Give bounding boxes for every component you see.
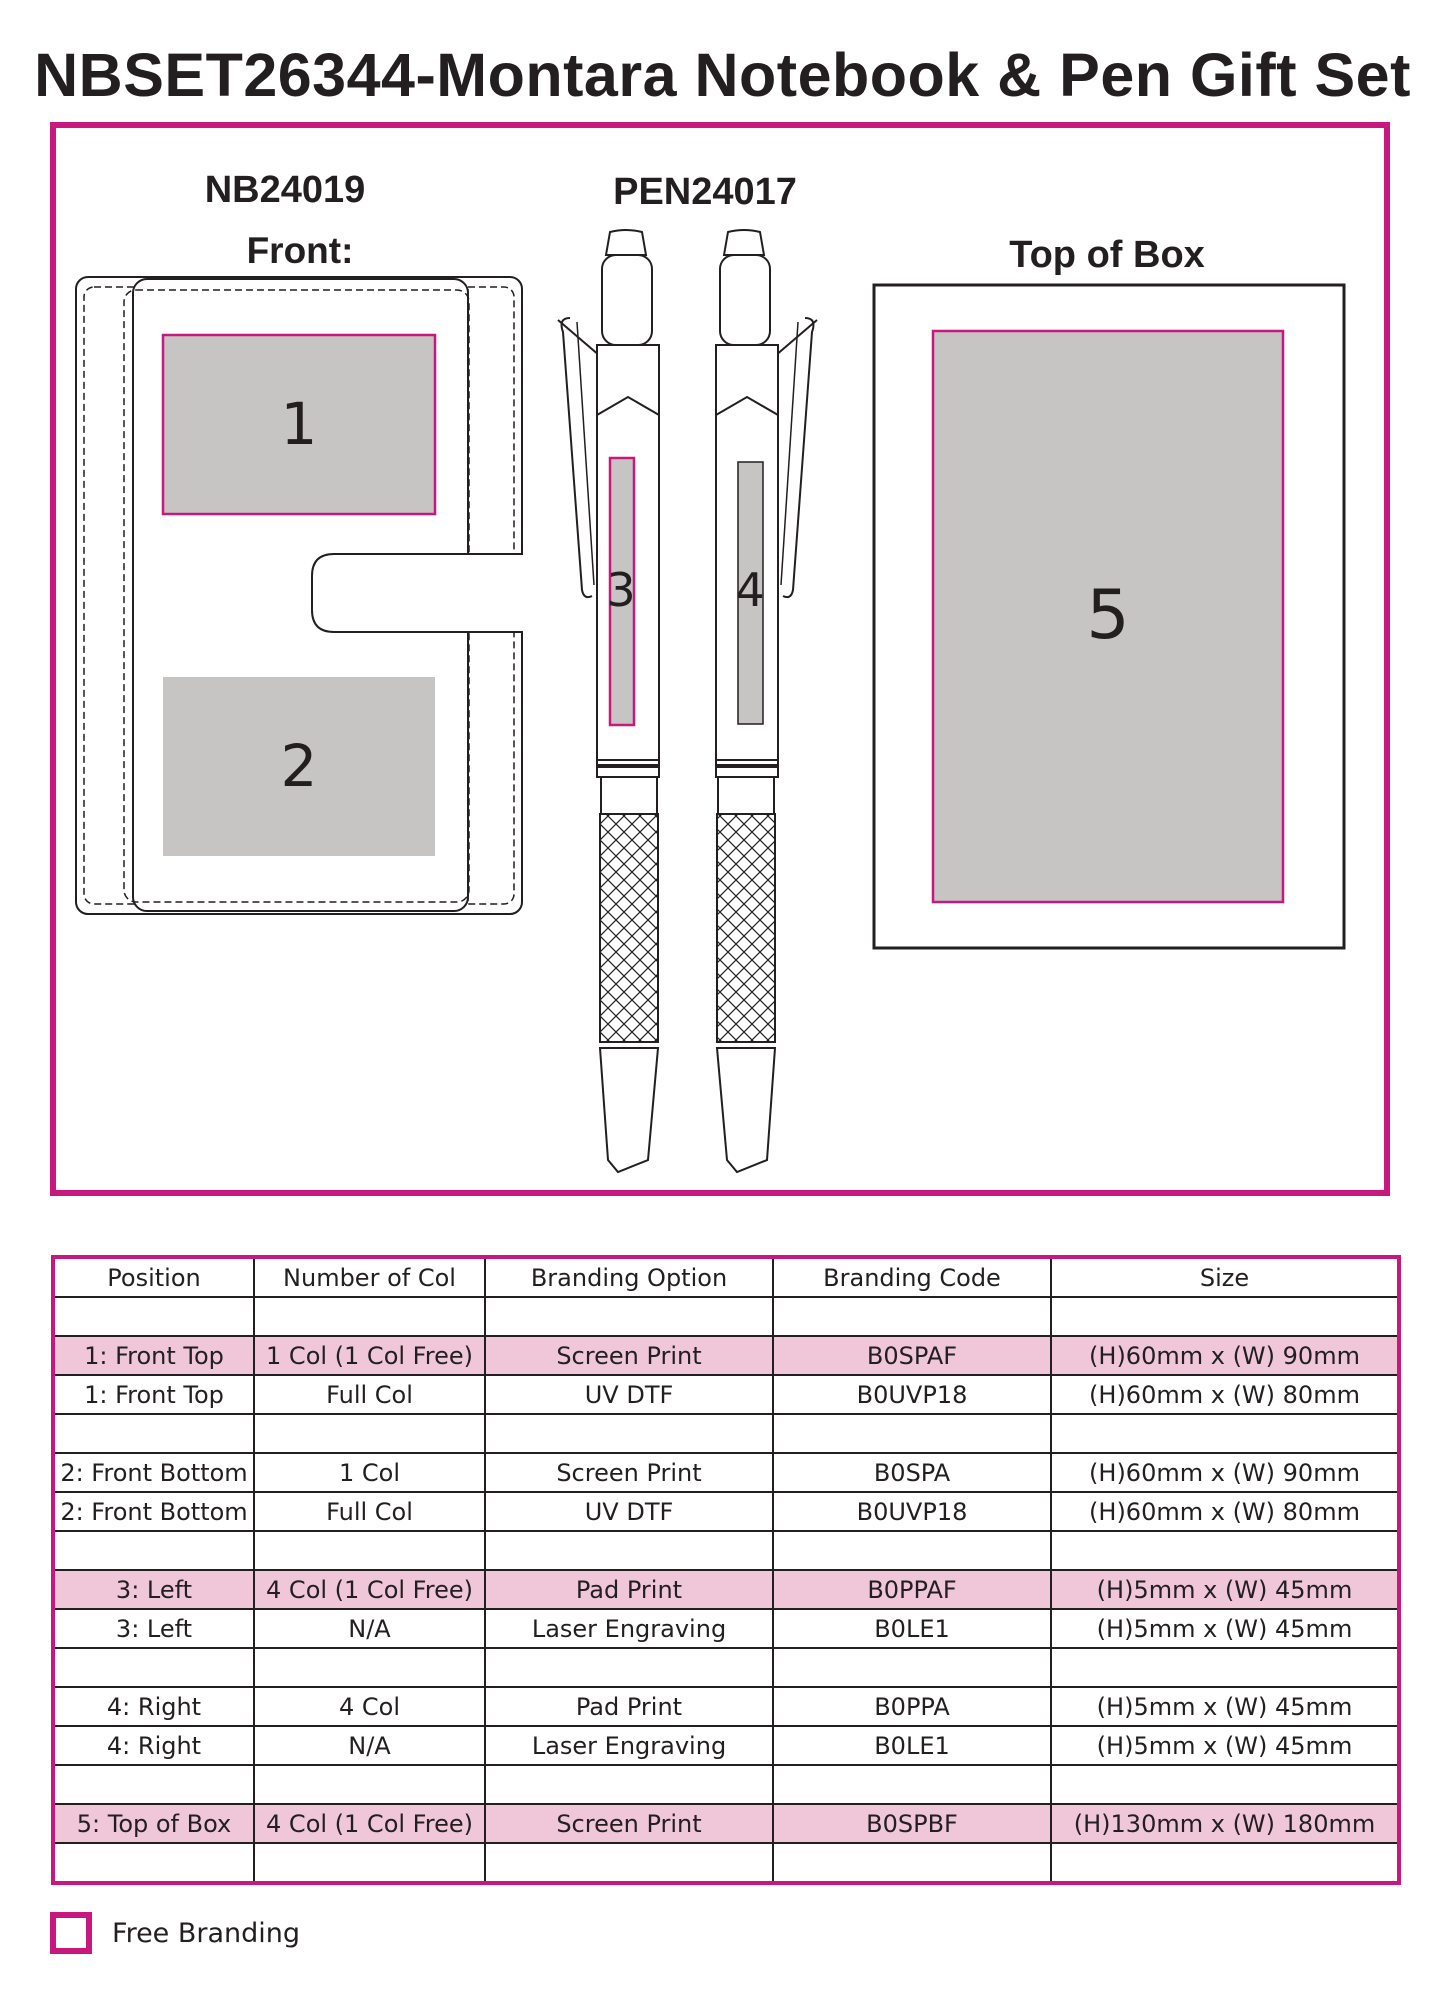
table-row: [53, 1609, 1399, 1648]
table-cell-position: 4: Right: [53, 1726, 254, 1765]
position-number-1: 1: [280, 390, 318, 458]
header-number-of-col: Number of Col: [254, 1257, 485, 1297]
table-cell-size: (H)5mm x (W) 45mm: [1051, 1726, 1399, 1765]
table-cell-cols: 4 Col: [254, 1687, 485, 1726]
notebook-code: NB24019: [204, 169, 366, 211]
notebook-strap: [312, 554, 523, 632]
table-cell-size: (H)60mm x (W) 90mm: [1051, 1453, 1399, 1492]
table-row: [53, 1687, 1399, 1726]
table-row: [53, 1492, 1399, 1531]
table-cell-code: B0UVP18: [773, 1375, 1051, 1414]
notebook-view-label: Front:: [246, 230, 354, 271]
table-cell-size: (H)5mm x (W) 45mm: [1051, 1609, 1399, 1648]
table-cell-cols: [254, 1531, 485, 1570]
header-branding-option: Branding Option: [485, 1257, 773, 1297]
table-cell-size: (H)130mm x (W) 180mm: [1051, 1804, 1399, 1843]
table-cell-size: [1051, 1765, 1399, 1804]
table-row: [53, 1726, 1399, 1765]
table-cell-position: 1: Front Top: [53, 1336, 254, 1375]
free-branding-swatch: [50, 1912, 92, 1954]
table-cell-cols: 1 Col: [254, 1453, 485, 1492]
table-cell-option: Screen Print: [485, 1336, 773, 1375]
table-cell-option: [485, 1414, 773, 1453]
table-row: [53, 1375, 1399, 1414]
table-cell-option: Laser Engraving: [485, 1609, 773, 1648]
table-cell-cols: Full Col: [254, 1375, 485, 1414]
pen-stylus-tip: [724, 230, 764, 255]
table-cell-size: (H)60mm x (W) 80mm: [1051, 1492, 1399, 1531]
table-cell-code: B0UVP18: [773, 1492, 1051, 1531]
table-cell-position: 5: Top of Box: [53, 1804, 254, 1843]
table-cell-option: UV DTF: [485, 1375, 773, 1414]
pen-code: PEN24017: [613, 171, 797, 213]
table-cell-code: B0SPAF: [773, 1336, 1051, 1375]
header-branding-code: Branding Code: [773, 1257, 1051, 1297]
pen-grip: [717, 814, 775, 1042]
table-cell-option: [485, 1843, 773, 1883]
page-title: NBSET26344-Montara Notebook & Pen Gift Set: [34, 41, 1411, 109]
table-cell-code: B0SPA: [773, 1453, 1051, 1492]
pen-clip: [783, 318, 813, 597]
table-cell-cols: [254, 1297, 485, 1336]
pen-grip: [600, 814, 658, 1042]
table-cell-position: [53, 1414, 254, 1453]
table-cell-position: 2: Front Bottom: [53, 1453, 254, 1492]
table-cell-cols: N/A: [254, 1726, 485, 1765]
table-cell-code: [773, 1297, 1051, 1336]
table-cell-position: 4: Right: [53, 1687, 254, 1726]
table-row: [53, 1765, 1399, 1804]
table-cell-code: B0LE1: [773, 1609, 1051, 1648]
table-row: [53, 1843, 1399, 1883]
table-cell-code: B0SPBF: [773, 1804, 1051, 1843]
position-number-3: 3: [606, 563, 636, 617]
position-number-2: 2: [280, 732, 318, 800]
pen-clip: [562, 318, 592, 597]
table-cell-code: [773, 1648, 1051, 1687]
table-cell-option: UV DTF: [485, 1492, 773, 1531]
table-cell-option: [485, 1648, 773, 1687]
table-cell-position: [53, 1843, 254, 1883]
table-cell-size: (H)5mm x (W) 45mm: [1051, 1570, 1399, 1609]
table-cell-size: [1051, 1843, 1399, 1883]
table-cell-code: [773, 1765, 1051, 1804]
table-cell-option: [485, 1297, 773, 1336]
table-cell-code: B0PPA: [773, 1687, 1051, 1726]
table-header-row: [53, 1257, 1399, 1297]
table-cell-option: Screen Print: [485, 1453, 773, 1492]
table-cell-position: [53, 1648, 254, 1687]
table-cell-cols: 1 Col (1 Col Free): [254, 1336, 485, 1375]
table-cell-option: Pad Print: [485, 1687, 773, 1726]
table-cell-option: [485, 1765, 773, 1804]
table-cell-cols: [254, 1648, 485, 1687]
table-cell-position: [53, 1531, 254, 1570]
table-cell-option: Laser Engraving: [485, 1726, 773, 1765]
table-cell-size: [1051, 1414, 1399, 1453]
table-cell-code: [773, 1531, 1051, 1570]
table-cell-size: [1051, 1648, 1399, 1687]
pen-stylus-tip: [606, 230, 646, 255]
table-cell-cols: Full Col: [254, 1492, 485, 1531]
branding-table: [51, 1255, 1401, 1885]
table-cell-code: [773, 1843, 1051, 1883]
notebook-drawing: [76, 277, 523, 914]
table-cell-option: Pad Print: [485, 1570, 773, 1609]
table-cell-cols: 4 Col (1 Col Free): [254, 1570, 485, 1609]
pen-right-drawing: [716, 230, 817, 1172]
table-cell-cols: [254, 1765, 485, 1804]
pen-nose: [600, 1048, 658, 1172]
table-cell-size: (H)60mm x (W) 80mm: [1051, 1375, 1399, 1414]
table-cell-size: [1051, 1297, 1399, 1336]
box-view-label: Top of Box: [1009, 234, 1205, 276]
table-cell-size: [1051, 1531, 1399, 1570]
table-cell-size: (H)5mm x (W) 45mm: [1051, 1687, 1399, 1726]
table-cell-position: 2: Front Bottom: [53, 1492, 254, 1531]
table-row: [53, 1648, 1399, 1687]
table-cell-cols: [254, 1414, 485, 1453]
table-cell-position: 1: Front Top: [53, 1375, 254, 1414]
table-row: [53, 1297, 1399, 1336]
table-cell-position: 3: Left: [53, 1570, 254, 1609]
position-number-4: 4: [735, 563, 765, 617]
header-size: Size: [1051, 1257, 1399, 1297]
table-row: [53, 1336, 1399, 1375]
table-cell-cols: [254, 1843, 485, 1883]
table-cell-option: [485, 1531, 773, 1570]
table-cell-cols: N/A: [254, 1609, 485, 1648]
table-cell-code: B0LE1: [773, 1726, 1051, 1765]
header-position: Position: [53, 1257, 254, 1297]
legend-label: Free Branding: [112, 1918, 301, 1949]
table-row: [53, 1531, 1399, 1570]
table-cell-code: [773, 1414, 1051, 1453]
table-cell-position: 3: Left: [53, 1609, 254, 1648]
table-cell-position: [53, 1297, 254, 1336]
table-cell-position: [53, 1765, 254, 1804]
table-cell-code: B0PPAF: [773, 1570, 1051, 1609]
table-row: [53, 1804, 1399, 1843]
pen-left-drawing: [558, 230, 659, 1172]
pen-nose: [717, 1048, 775, 1172]
table-cell-cols: 4 Col (1 Col Free): [254, 1804, 485, 1843]
position-number-5: 5: [1086, 576, 1130, 655]
table-row: [53, 1414, 1399, 1453]
table-row: [53, 1453, 1399, 1492]
table-row: [53, 1570, 1399, 1609]
table-cell-option: Screen Print: [485, 1804, 773, 1843]
table-cell-size: (H)60mm x (W) 90mm: [1051, 1336, 1399, 1375]
